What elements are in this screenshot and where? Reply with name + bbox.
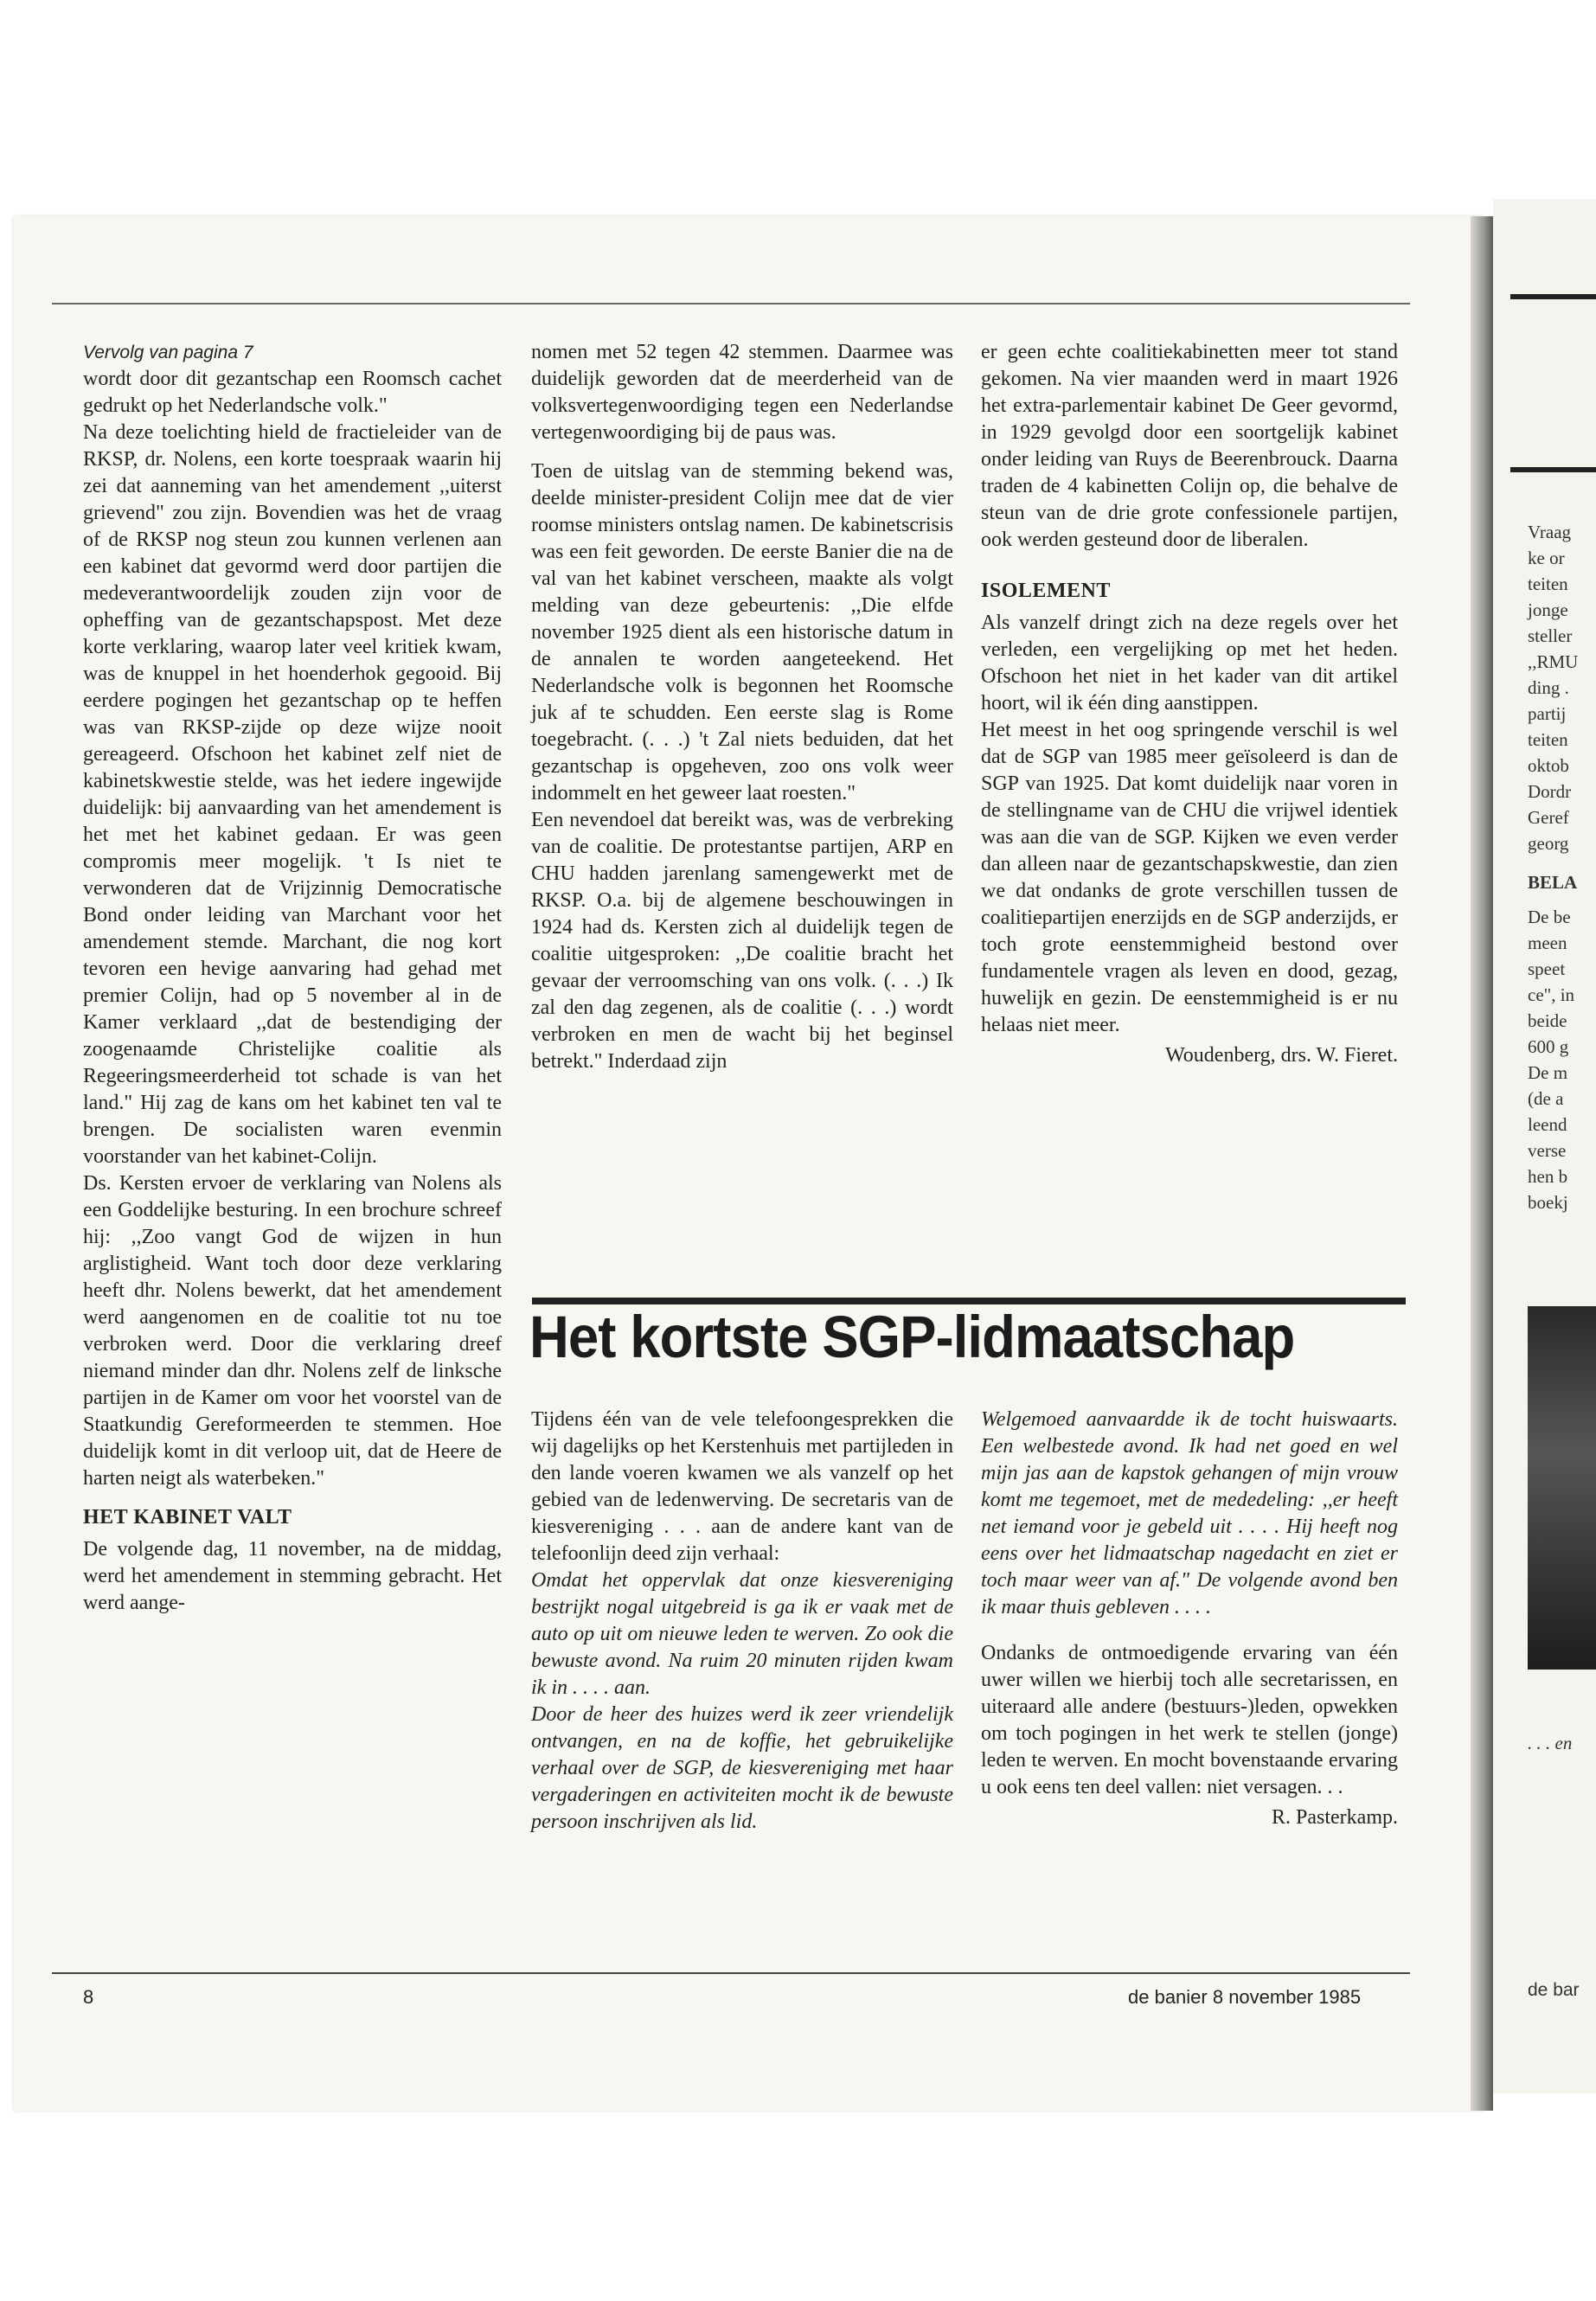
subheading-isolement: ISOLEMENT bbox=[981, 580, 1111, 602]
italic-paragraph bbox=[531, 1702, 953, 1836]
article1-column-3 bbox=[981, 339, 1398, 1069]
paragraph: Ds. Kersten ervoer de verklaring van Nolens als een Goddelijke besturing. In een brochure schreef hij: ,,Zoo vangt God de wijzen in hun arglistigheid. Want toch door deze verklaring heeft dhr. Nolens bewerkt, dat het amendement werd aangenomen en de coalitie tot nu toe verbroken werd. Door die verklaring dreef niemand minder dan dhr. Nolens zelf de linksche partijen in de Kamer om voor het voorstel van de Staatkundig Gereformeerden te stemmen. Hoe duidelijk komt in dit verloop uit, dat de Heere de harten neigt als waterbeken." bbox=[83, 1172, 502, 1490]
paragraph: er geen echte coalitiekabinetten meer tot stand gekomen. Na vier maanden werd in maart 1926 het extra-parlementair kabinet De Geer gevormd, in 1929 gevolgd door een soortgelijk kabinet onder leiding van Ruys de Beerenbrouck. Daarna traden de 4 kabinetten Colijn op, die behalve de steun van de drie grote confessionele partijen, ook werden gesteund door de liberalen. bbox=[981, 341, 1398, 551]
italic-text: Door de heer des huizes werd ik zeer vriendelijk ontvangen, en na de koffie, het gebruikelijke verhaal over de SGP, de kiesvereniging met haar vergaderingen en activiteiten mocht ik de bewuste persoon inschrijven als lid. bbox=[531, 1703, 953, 1833]
adjacent-rule bbox=[1510, 467, 1596, 472]
adjacent-photo bbox=[1528, 1306, 1596, 1670]
paragraph: De volgende dag, 11 november, na de middag, werd het amendement in stemming gebracht. Het werd aange- bbox=[83, 1538, 502, 1614]
adjacent-text-fragment: Vraag ke or teiten jonge steller ,,RMU ding . partij teiten oktob Dordr Geref georg bbox=[1528, 522, 1579, 854]
article1-column-1 bbox=[83, 339, 502, 1617]
bottom-rule bbox=[52, 1972, 1410, 1974]
adjacent-text-fragment: De be meen speet ce", in beide 600 g De m (de a leend verse hen b boekj bbox=[1528, 907, 1575, 1213]
italic-paragraph bbox=[531, 1567, 953, 1702]
article1-column-2 bbox=[531, 339, 953, 1075]
paragraph: nomen met 52 tegen 42 stemmen. Daarmee was duidelijk geworden dat de meerderheid van de volksvertegenwoordiging tegen een Nederlandse vertegenwoordiging bij de paus was. bbox=[531, 341, 953, 444]
adjacent-rule bbox=[1510, 294, 1596, 299]
article2-column-right bbox=[981, 1407, 1398, 1831]
paragraph: Tijdens één van de vele telefoongesprekken die wij dagelijks op het Kerstenhuis met partijleden in den lande voeren kwamen we als vanzelf op het gebied van de ledenwerving. De secretaris van de kiesvereniging . . . aan de andere kant van de telefoonlijn deed zijn verhaal: bbox=[531, 1408, 953, 1565]
subheading-kabinet-valt: HET KABINET VALT bbox=[83, 1506, 292, 1529]
continuation-note: Vervolg van pagina 7 bbox=[83, 343, 253, 362]
paragraph: Ondanks de ontmoedigende ervaring van één uwer willen we hierbij toch alle secretarissen, en uiteraard alle andere (bestuurs-)leden, opwekken om toch pogingen in het werk te stellen (jonge) leden te werven. En mocht bovenstaande ervaring u ook eens ten deel vallen: niet versagen. . . bbox=[981, 1642, 1398, 1798]
adjacent-subhead: BELA bbox=[1528, 872, 1578, 893]
paragraph: Als vanzelf dringt zich na deze regels over het verleden, een vergelijking op met het heden. Ofschoon het niet in het kader van dit artikel hoort, wil ik één ding aanstippen. bbox=[981, 612, 1398, 715]
italic-text: Welgemoed aanvaardde ik de tocht huiswaarts. Een welbestede avond. Ik had net goed en wel mijn jas aan de kapstok gehangen of mijn vrouw komt me tegemoet, met de mededeling: ,,er heeft net iemand voor je gebeld uit . . . . Hij heeft nog eens over het lidmaatschap nagedacht en ziet er toch maar weer van af." De volgende avond ben ik maar thuis gebleven . . . . bbox=[981, 1408, 1398, 1618]
article2-headline: Het kortste SGP-lidmaatschap bbox=[529, 1304, 1295, 1370]
italic-text: Omdat het oppervlak dat onze kiesvereniging bestrijkt nogal uitgebreid is ga ik er vaak met de auto op uit om nieuwe leden te werven. Zo ook die bewuste avond. Na ruim 20 minuten rijden kwam ik in . . . . aan. bbox=[531, 1569, 953, 1699]
article2-column-left bbox=[531, 1407, 953, 1836]
paragraph: wordt door dit gezantschap een Roomsch cachet gedrukt op het Nederlandsche volk." bbox=[83, 368, 502, 417]
paragraph: Toen de uitslag van de stemming bekend was, deelde minister-president Colijn mee dat de vier roomse ministers ontslag namen. De kabinetscrisis was een feit geworden. De eerste Banier die na de val van het kabinet verscheen, maakte als volgt melding van deze gebeurtenis: ,,Die elfde november 1925 dient als een historische datum in de annalen te worden aangeteekend. Het Nederlandsche volk is begonnen het Roomsche juk af te schudden. Een eerste slag is Rome toegebracht. (. . .) 't Zal niets beduiden, dat het gezantschap is opgeheven, zoo ons volk weer indommelt en het geweer laat roesten." bbox=[531, 460, 953, 804]
page-number: 8 bbox=[83, 1986, 94, 2008]
paragraph: Na deze toelichting hield de fractieleider van de RKSP, dr. Nolens, een korte toespraak waarin hij zei dat aanneming van het amendement ,,uiterst grievend" zou zijn. Bovendien was het de vraag of de RKSP nog steun zou kunnen verlenen aan een kabinet dat gevormd werd door partijen die medeverantwoordelijk zouden zijn voor de opheffing van de gezantschapspost. Met deze korte verklaring, waarop later veel kritiek kwam, was de knuppel in het hoenderhok gegooid. Bij eerdere pogingen het gezantschap op te heffen was van RKSP-zijde op deze wijze nooit gereageerd. Ofschoon het kabinet zelf niet de kabinetskwestie stelde, was het iedere ingewijde duidelijk: bij aanvaarding van het amendement is het met het kabinet gedaan. Er was geen compromis meer mogelijk. 't Is niet te verwonderen dat de Vrijzinnig Democratische Bond onder leiding van Marchant voor het amendement stemde. Marchant, die nog kort tevoren een hevige aanvaring had gehad met premier Colijn, had op 5 november al in de Kamer verklaard ,,dat de bestendiging der zoogenaamde Christelijke coalitie als Regeeringsmeerderheid tot schade is van het land." Hij zag de kans om het kabinet ten val te brengen. De socialisten waren evenmin voorstander van het kabinet-Colijn. bbox=[83, 421, 502, 1168]
top-rule bbox=[52, 303, 1410, 304]
author-signature: Woudenberg, drs. W. Fieret. bbox=[1165, 1044, 1398, 1067]
publication-folio: de banier 8 november 1985 bbox=[1128, 1986, 1362, 2008]
adjacent-page bbox=[1493, 199, 1596, 2093]
paragraph: Een nevendoel dat bereikt was, was de verbreking van de coalitie. De protestantse partijen, ARP en CHU hadden jarenlang samengewerkt met de RKSP. O.a. bij de algemene beschouwingen in 1924 had ds. Kersten zich al duidelijk tegen de coalitie uitgesproken: ,,De coalitie bracht het gevaar der verroomsching van ons volk. (. . .) Ik zal den dag zegenen, als de coalitie (. . .) wordt verbroken en men de wacht bij het beginsel betrekt." Inderdaad zijn bbox=[531, 809, 953, 1073]
author-signature: R. Pasterkamp. bbox=[1272, 1806, 1398, 1829]
paragraph: Het meest in het oog springende verschil is wel dat de SGP van 1985 meer geïsoleerd is dan de SGP van 1925. Dat komt duidelijk naar voren in de stellingname van de CHU die vrijwel identiek was aan die van de SGP. Kijken we even verder dan alleen naar de gezantschapskwestie, dan zien we dat ondanks de grote verschillen tussen de coalitiepartijen enerzijds en de SGP anderzijds, er toch grote eenstemmigheid bestond over fundamentele vragen als leven en dood, gezag, huwelijk en gezin. De eenstemmigheid is er nu helaas niet meer. bbox=[981, 719, 1398, 1036]
binding-spine bbox=[1471, 216, 1493, 2111]
adjacent-folio: de bar bbox=[1528, 1980, 1580, 2000]
adjacent-caption: . . . en bbox=[1528, 1733, 1573, 1753]
italic-paragraph bbox=[981, 1407, 1398, 1621]
